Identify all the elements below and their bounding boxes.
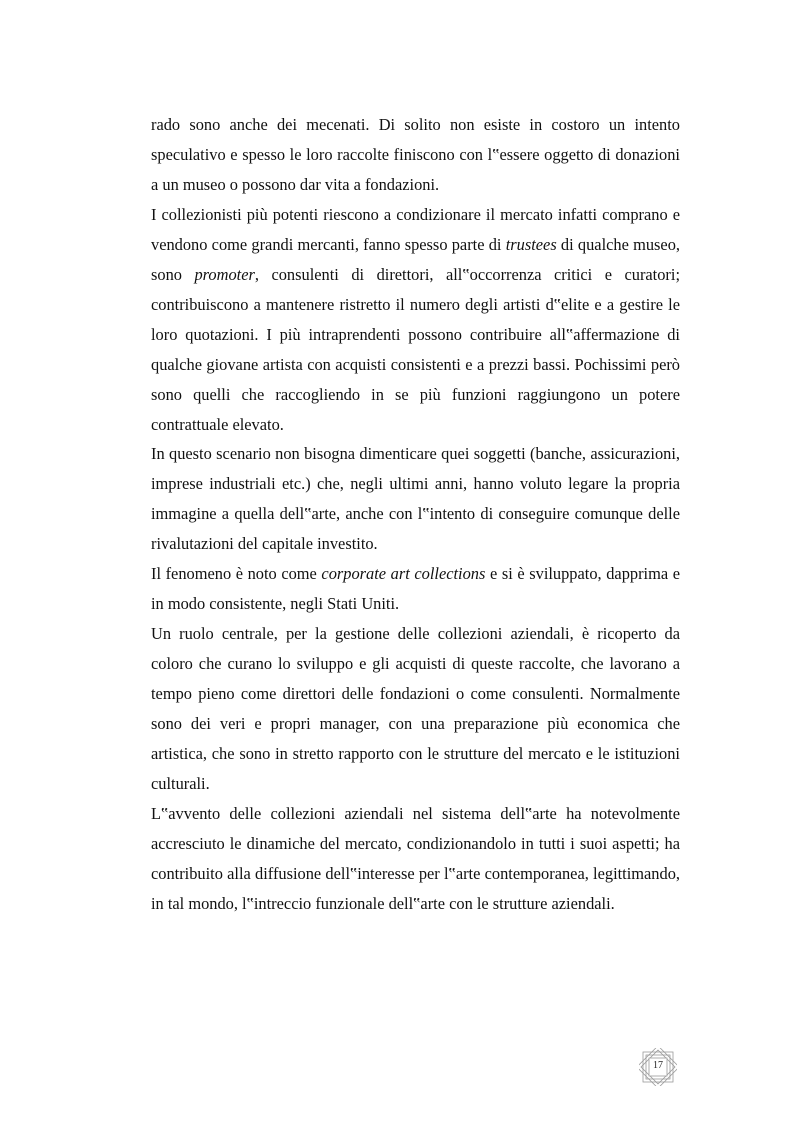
paragraph-3: In questo scenario non bisogna dimenticare quei soggetti (banche, assicurazioni, imprese industriali etc.) che, negli ultimi anni, hanno voluto legare la propria immagine a quella dell‟arte, anche con l‟intento di conseguire comunque delle rivalutazioni del capitale investito. — [151, 444, 680, 554]
paragraph-2-text-b: di qualche museo, sono — [151, 234, 680, 284]
term-trustees: trustees — [505, 234, 557, 254]
paragraph-1: rado sono anche dei mecenati. Di solito non esiste in costoro un intento speculativo e spesso le loro raccolte finiscono con l‟essere oggetto di donazioni a un museo o possono dar vita a fondazioni. — [151, 115, 680, 194]
paragraph-2 — [151, 200, 680, 440]
page-number: 17 — [653, 1060, 663, 1071]
term-corporate-art-collections: corporate art collections — [321, 564, 486, 584]
paragraph-4 — [151, 559, 680, 619]
paragraph-4-text-b: e si è sviluppato, dapprima e in modo consistente, negli Stati Uniti. — [151, 564, 680, 614]
document-body — [151, 110, 680, 919]
term-promoter: promoter — [194, 264, 255, 284]
paragraph-2-text-c: , consulenti di direttori, all‟occorrenza critici e curatori; contribuiscono a mantenere ristretto il numero degli artisti d‟elite e a gestire le loro quotazioni. I più intraprendenti possono contribuire all‟affermazione di qualche giovane artista con acquisti consistenti e a prezzi bassi. Pochissimi però sono quelli che raccogliendo in se più funzioni raggiungono un potere contrattuale elevato. — [151, 264, 680, 434]
paragraph-4-text-a: Il fenomeno è noto come — [151, 564, 322, 584]
paragraph-6: L‟avvento delle collezioni aziendali nel sistema dell‟arte ha notevolmente accresciuto le dinamiche del mercato, condizionandolo in tutti i suoi aspetti; ha contribuito alla diffusione dell‟interesse per l‟arte contemporanea, legittimando, in tal mondo, l‟intreccio funzionale dell‟arte con le strutture aziendali. — [151, 803, 680, 913]
paragraph-5: Un ruolo centrale, per la gestione delle collezioni aziendali, è ricoperto da coloro che curano lo sviluppo e gli acquisti di queste raccolte, che lavorano a tempo pieno come direttori delle fondazioni o come consulenti. Normalmente sono dei veri e propri manager, con una preparazione più economica che artistica, che sono in stretto rapporto con le strutture del mercato e le istituzioni culturali. — [151, 624, 680, 793]
paragraph-2-text-a: I collezionisti più potenti riescono a condizionare il mercato infatti comprano e vendono come grandi mercanti, fanno spesso parte di — [151, 204, 680, 254]
page-number-box — [639, 1048, 677, 1086]
